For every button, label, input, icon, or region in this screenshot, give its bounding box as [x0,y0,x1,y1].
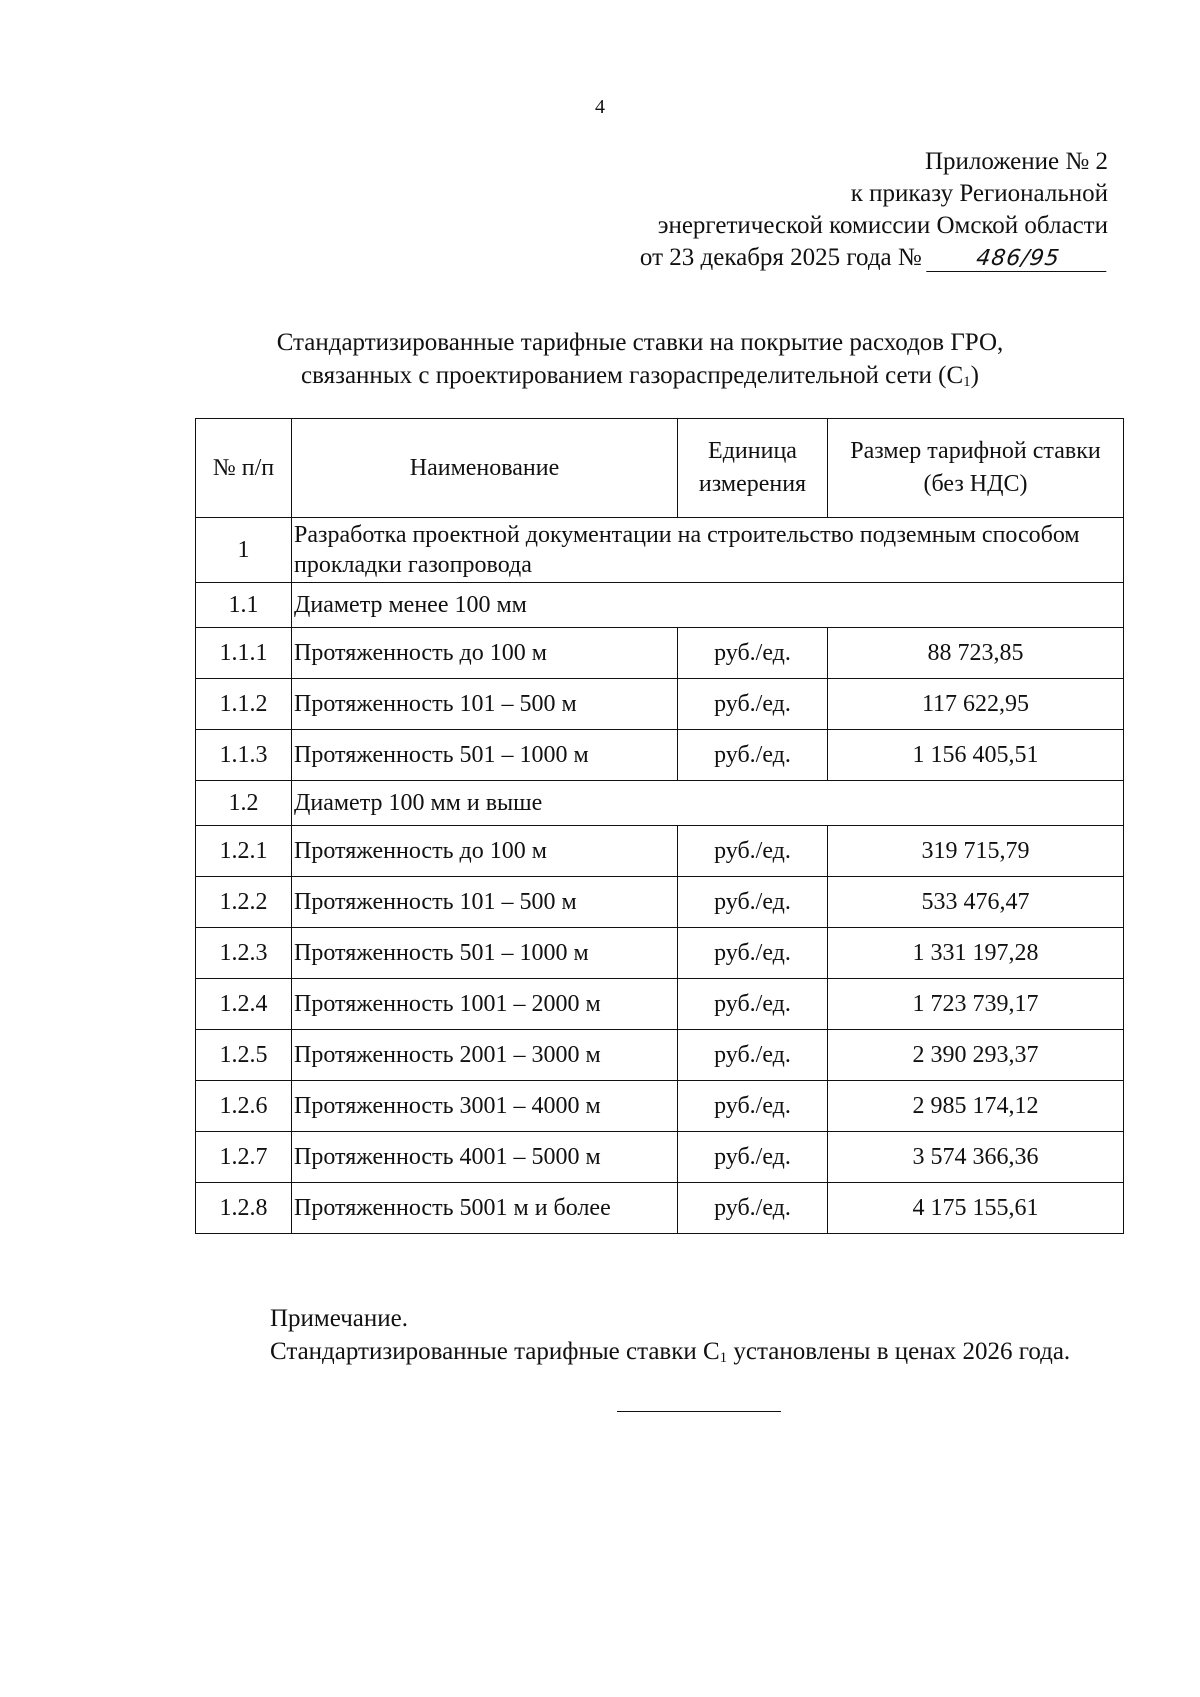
row-value: 319 715,79 [828,826,1124,877]
title-subscript: 1 [963,374,971,390]
row-num: 1.2.7 [196,1132,292,1183]
end-divider [617,1411,781,1412]
note-text [204,1335,1128,1375]
row-name: Протяженность 101 – 500 м [292,877,678,928]
table-row [196,979,1124,1030]
appendix-block [640,146,1108,274]
table-row [196,628,1124,679]
row-num: 1.2.8 [196,1183,292,1234]
row-value: 2 390 293,37 [828,1030,1124,1081]
row-unit: руб./ед. [678,877,828,928]
row-name: Протяженность 101 – 500 м [292,679,678,730]
row-num: 1.1.1 [196,628,292,679]
note-text-end: установлены в ценах 2026 года. [727,1338,1071,1365]
appendix-line-2: к приказу Региональной [850,180,1108,207]
row-value: 88 723,85 [828,628,1124,679]
section-num: 1 [196,518,292,583]
row-name: Протяженность 3001 – 4000 м [292,1081,678,1132]
row-unit: руб./ед. [678,1030,828,1081]
row-name: Протяженность до 100 м [292,826,678,877]
row-unit: руб./ед. [678,1081,828,1132]
row-num: 1.2.6 [196,1081,292,1132]
row-value: 1 723 739,17 [828,979,1124,1030]
row-name: Протяженность 5001 м и более [292,1183,678,1234]
row-name: Протяженность 4001 – 5000 м [292,1132,678,1183]
title-line-2-text: связанных с проектированием газораспределительной сети (С [301,362,964,389]
section-row [196,518,1124,583]
header-value: Размер тарифной ставки (без НДС) [828,419,1124,518]
row-unit: руб./ед. [678,979,828,1030]
group-row [196,583,1124,628]
row-value: 2 985 174,12 [828,1081,1124,1132]
table-row [196,730,1124,781]
row-value: 533 476,47 [828,877,1124,928]
table-row [196,928,1124,979]
table-row [196,1183,1124,1234]
group-num: 1.1 [196,583,292,628]
table-row [196,826,1124,877]
row-unit: руб./ед. [678,1132,828,1183]
order-date-prefix: от 23 декабря 2025 года № [639,244,922,271]
row-value: 3 574 366,36 [828,1132,1124,1183]
row-unit: руб./ед. [678,628,828,679]
appendix-line-1: Приложение № 2 [924,148,1108,175]
row-num: 1.2.4 [196,979,292,1030]
row-value: 1 156 405,51 [828,730,1124,781]
row-name: Протяженность 2001 – 3000 м [292,1030,678,1081]
header-unit: Единица измерения [678,419,828,518]
row-name: Протяженность до 100 м [292,628,678,679]
row-name: Протяженность 501 – 1000 м [292,730,678,781]
group-num: 1.2 [196,781,292,826]
group-name: Диаметр менее 100 мм [292,583,1124,628]
group-row [196,781,1124,826]
table-row [196,1030,1124,1081]
note-block [204,1302,1128,1375]
title-line-2 [200,359,1080,399]
group-name: Диаметр 100 мм и выше [292,781,1124,826]
row-num: 1.2.1 [196,826,292,877]
row-num: 1.1.2 [196,679,292,730]
document-title [200,326,1080,399]
note-subscript: 1 [719,1350,728,1366]
row-num: 1.2.3 [196,928,292,979]
table-row [196,877,1124,928]
appendix-line-4 [640,242,1108,274]
table-header-row [196,419,1124,518]
header-num: № п/п [196,419,292,518]
table-row [196,1081,1124,1132]
title-line-1: Стандартизированные тарифные ставки на покрытие расходов ГРО, [276,329,1004,356]
order-number: 486/95 [926,247,1110,272]
row-num: 1.1.3 [196,730,292,781]
page-number: 4 [595,96,605,118]
row-value: 1 331 197,28 [828,928,1124,979]
title-line-2-end: ) [970,362,979,389]
row-num: 1.2.5 [196,1030,292,1081]
row-unit: руб./ед. [678,679,828,730]
row-num: 1.2.2 [196,877,292,928]
row-unit: руб./ед. [678,730,828,781]
tariff-table-body [196,518,1124,1234]
tariff-table [195,418,1124,1234]
note-text-start: Стандартизированные тарифные ставки С [270,1338,720,1365]
row-name: Протяженность 501 – 1000 м [292,928,678,979]
row-value: 117 622,95 [828,679,1124,730]
header-name: Наименование [292,419,678,518]
row-unit: руб./ед. [678,1183,828,1234]
table-row [196,679,1124,730]
note-title: Примечание. [270,1305,409,1332]
row-unit: руб./ед. [678,928,828,979]
row-name: Протяженность 1001 – 2000 м [292,979,678,1030]
appendix-line-3: энергетической комиссии Омской области [657,212,1108,239]
row-value: 4 175 155,61 [828,1183,1124,1234]
row-unit: руб./ед. [678,826,828,877]
section-name: Разработка проектной документации на строительство подземным способом прокладки газопровода [292,518,1124,583]
table-row [196,1132,1124,1183]
